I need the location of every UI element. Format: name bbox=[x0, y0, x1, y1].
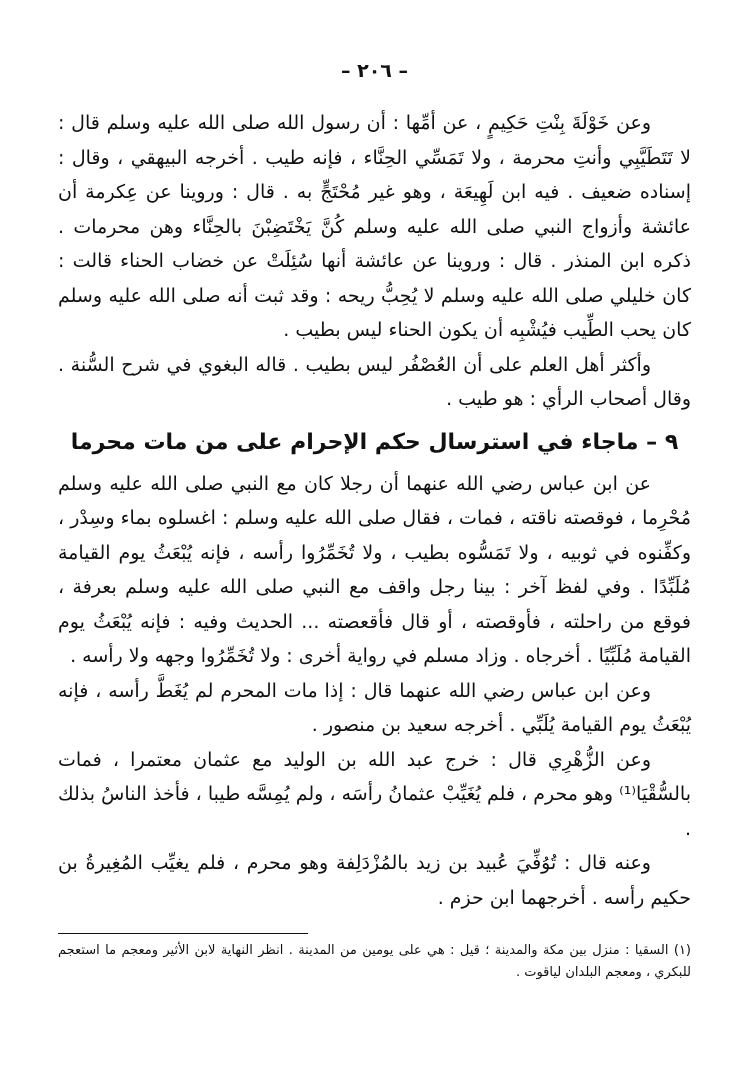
paragraph-ibn-abbas-hadith: عن ابن عباس رضي الله عنهما أن رجلا كان مع النبي صلى الله عليه وسلم مُحْرِما ، فوقصته ناقته ، فمات ، فقال صلى الله عليه وسلم : اغسلوه بماء وسِدْر ، وكفِّنوه في ثوبيه ، ولا تَمَسُّوه بطيب ، ولا تُخَمِّرُوا رأسه ، فإنه يُبْعَثُ يوم القيامة مُلَبِّدًا . وفي لفظ آخر : بينا رجل واقف مع النبي صلى الله عليه وسلم بعرفة ، فوقع من راحلته ، فأوقصته ، أو قال فأقعصته ... الحديث وفيه : فإنه يُبْعَثُ يوم القيامة مُلَبِّيًا . أخرجاه . وزاد مسلم في رواية أخرى : ولا تُخَمِّرُوا وجهه ولا رأسه . bbox=[58, 472, 691, 667]
paragraph-zuhri: وعن الزُّهْرِي قال : خرج عبد الله بن الوليد مع عثمان معتمرا ، فمات بالسُّقْيَا⁽¹⁾ وهو محرم ، فلم يُغَيِّبْ عثمانُ رأسَه ، ولم يُمِسَّه طيبا ، فأخذ الناسُ بذلك . bbox=[58, 748, 691, 840]
paragraph-ibn-abbas-athar: وعن ابن عباس رضي الله عنهما قال : إذا مات المحرم لم يُغَطَّ رأسه ، فإنه يُبْعَثُ يوم القيامة يُلَبِّي . أخرجه سعيد بن منصور . bbox=[58, 679, 691, 736]
paragraph-usfur: وأكثر أهل العلم على أن العُصْفُر ليس بطيب . قاله البغوي في شرح السُّنة . وقال أصحاب الرأي : هو طيب . bbox=[58, 353, 691, 410]
footnote-divider-wrap bbox=[58, 933, 691, 934]
section-heading: ٩ – ماجاء في استرسال حكم الإحرام على من مات محرما bbox=[70, 429, 679, 455]
footnote-1: (١) السقيا : منزل بين مكة والمدينة ؛ قيل : هي على يومين من المدينة . انظر النهاية لابن الأثير ومعجم ما استعجم للبكري ، ومعجم البلدان لياقوت . bbox=[58, 943, 691, 980]
page-number: – ٢٠٦ – bbox=[340, 60, 409, 82]
footnote-divider bbox=[58, 933, 308, 934]
paragraph-khawla-hadith: وعن خَوْلَةَ بِنْتِ حَكِيمٍ ، عن أمِّها : أن رسول الله صلى الله عليه وسلم قال : لا تَتَطَيَّبِي وأنتِ محرمة ، ولا تَمَسِّي الحِنَّاء ، فإنه طيب . أخرجه البيهقي ، وقال : إسناده ضعيف . فيه ابن لَهِيعَة ، وهو غير مُحْتَجٍّ به . قال : وروينا عن عِكرمة أن عائشة وأزواج النبي صلى الله عليه وسلم كُنَّ يَخْتَضِبْنَ بالحِنَّاء وهن محرمات . ذكره ابن المنذر . قال : وروينا عن عائشة أنها سُئِلَتْ عن خضاب الحناء قالت : كان خليلي صلى الله عليه وسلم لا يُحِبُّ ريحه : وقد ثبت أنه صلى الله عليه وسلم كان يحب الطِّيب فيُشْبِه أن يكون الحناء ليس بطيب . bbox=[58, 112, 691, 341]
paragraph-ubaid: وعنه قال : تُوُفِّيَ عُبيد بن زيد بالمُزْدَلِفة وهو محرم ، فلم يغيِّب المُغِيرةُ بن حكيم رأسه . أخرجهما ابن حزم . bbox=[58, 852, 691, 909]
